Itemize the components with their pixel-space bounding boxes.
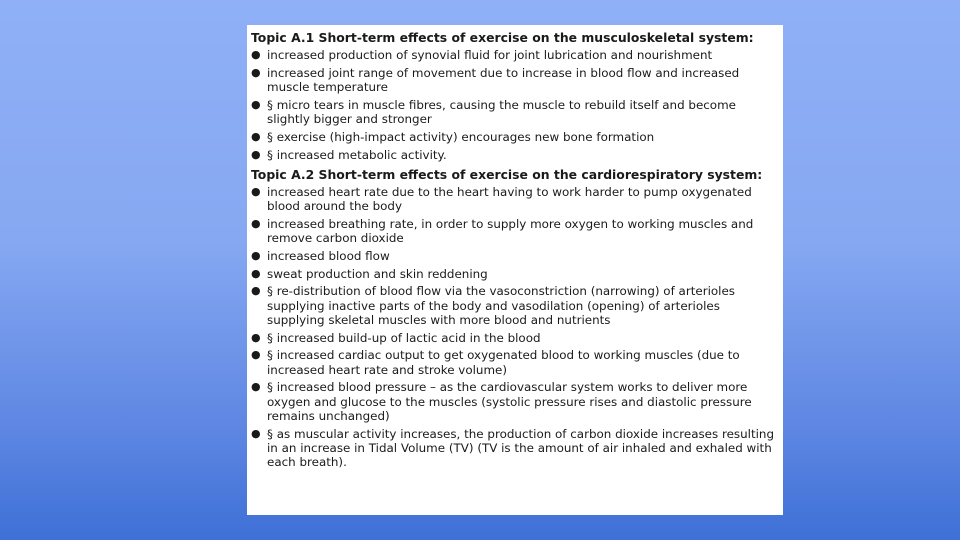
list-item-text: § increased build-up of lactic acid in the blood — [267, 330, 541, 345]
list-item-text: § as muscular activity increases, the production of carbon dioxide increases resulting in an increase in Tidal Volume (TV) (TV is the amount of air inhaled and exhaled with each breath). — [267, 426, 774, 469]
bullet-icon: ● — [251, 184, 261, 198]
list-item-text: increased production of synovial fluid for joint lubrication and nourishment — [267, 48, 713, 62]
list-item-text: sweat production and skin reddening — [267, 266, 488, 281]
list-item — [251, 98, 777, 126]
bullet-icon: ● — [251, 97, 261, 111]
bullet-icon: ● — [251, 216, 261, 230]
list-item — [251, 130, 777, 144]
list-item — [251, 148, 777, 162]
bullet-icon: ● — [251, 348, 261, 362]
bullet-icon: ● — [251, 147, 261, 161]
list-item-text: § increased blood pressure – as the cardiovascular system works to deliver more oxygen and glucose to the muscles (systolic pressure rises and diastolic pressure remains unchanged) — [267, 380, 752, 423]
list-item-text: increased heart rate due to the heart having to work harder to pump oxygenated blood around the body — [267, 184, 752, 213]
section-a2-list — [251, 185, 777, 469]
bullet-icon: ● — [251, 266, 261, 280]
list-item — [251, 284, 777, 327]
list-item-text: § exercise (high-impact activity) encourages new bone formation — [267, 129, 655, 144]
bullet-icon: ● — [251, 129, 261, 143]
list-item-text: increased blood flow — [267, 248, 390, 263]
section-a1-heading: Topic A.1 Short-term effects of exercise on the musculoskeletal system: — [251, 30, 754, 45]
list-item — [251, 267, 777, 281]
list-item-text: § re-distribution of blood flow via the vasoconstriction (narrowing) of arterioles supplying inactive parts of the body and vasodilation (opening) of arterioles supplying skeletal muscles with more blood and nutrients — [267, 284, 735, 327]
bullet-icon: ● — [251, 65, 261, 79]
list-item-text: § micro tears in muscle fibres, causing the muscle to rebuild itself and become slightly bigger and stronger — [267, 97, 736, 126]
list-item — [251, 217, 777, 245]
list-item-text: increased joint range of movement due to increase in blood flow and increased muscle temperature — [267, 65, 740, 94]
section-a2-heading: Topic A.2 Short-term effects of exercise on the cardiorespiratory system: — [251, 166, 763, 182]
bullet-icon: ● — [251, 330, 261, 344]
bullet-icon: ● — [251, 284, 261, 298]
list-item — [251, 66, 777, 94]
list-item — [251, 185, 777, 213]
bullet-icon: ● — [251, 248, 261, 262]
document-image — [247, 25, 783, 515]
section-a1-list — [251, 48, 777, 162]
list-item — [251, 380, 777, 423]
bullet-icon: ● — [251, 48, 261, 61]
list-item — [251, 48, 777, 62]
list-item — [251, 348, 777, 376]
list-item — [251, 331, 777, 345]
bullet-icon: ● — [251, 426, 261, 440]
list-item — [251, 249, 777, 263]
list-item-text: § increased metabolic activity. — [267, 147, 447, 162]
list-item — [251, 427, 777, 470]
list-item-text: increased breathing rate, in order to supply more oxygen to working muscles and remove carbon dioxide — [267, 216, 754, 245]
list-item-text: § increased cardiac output to get oxygenated blood to working muscles (due to increased heart rate and stroke volume) — [267, 348, 740, 377]
bullet-icon: ● — [251, 380, 261, 394]
